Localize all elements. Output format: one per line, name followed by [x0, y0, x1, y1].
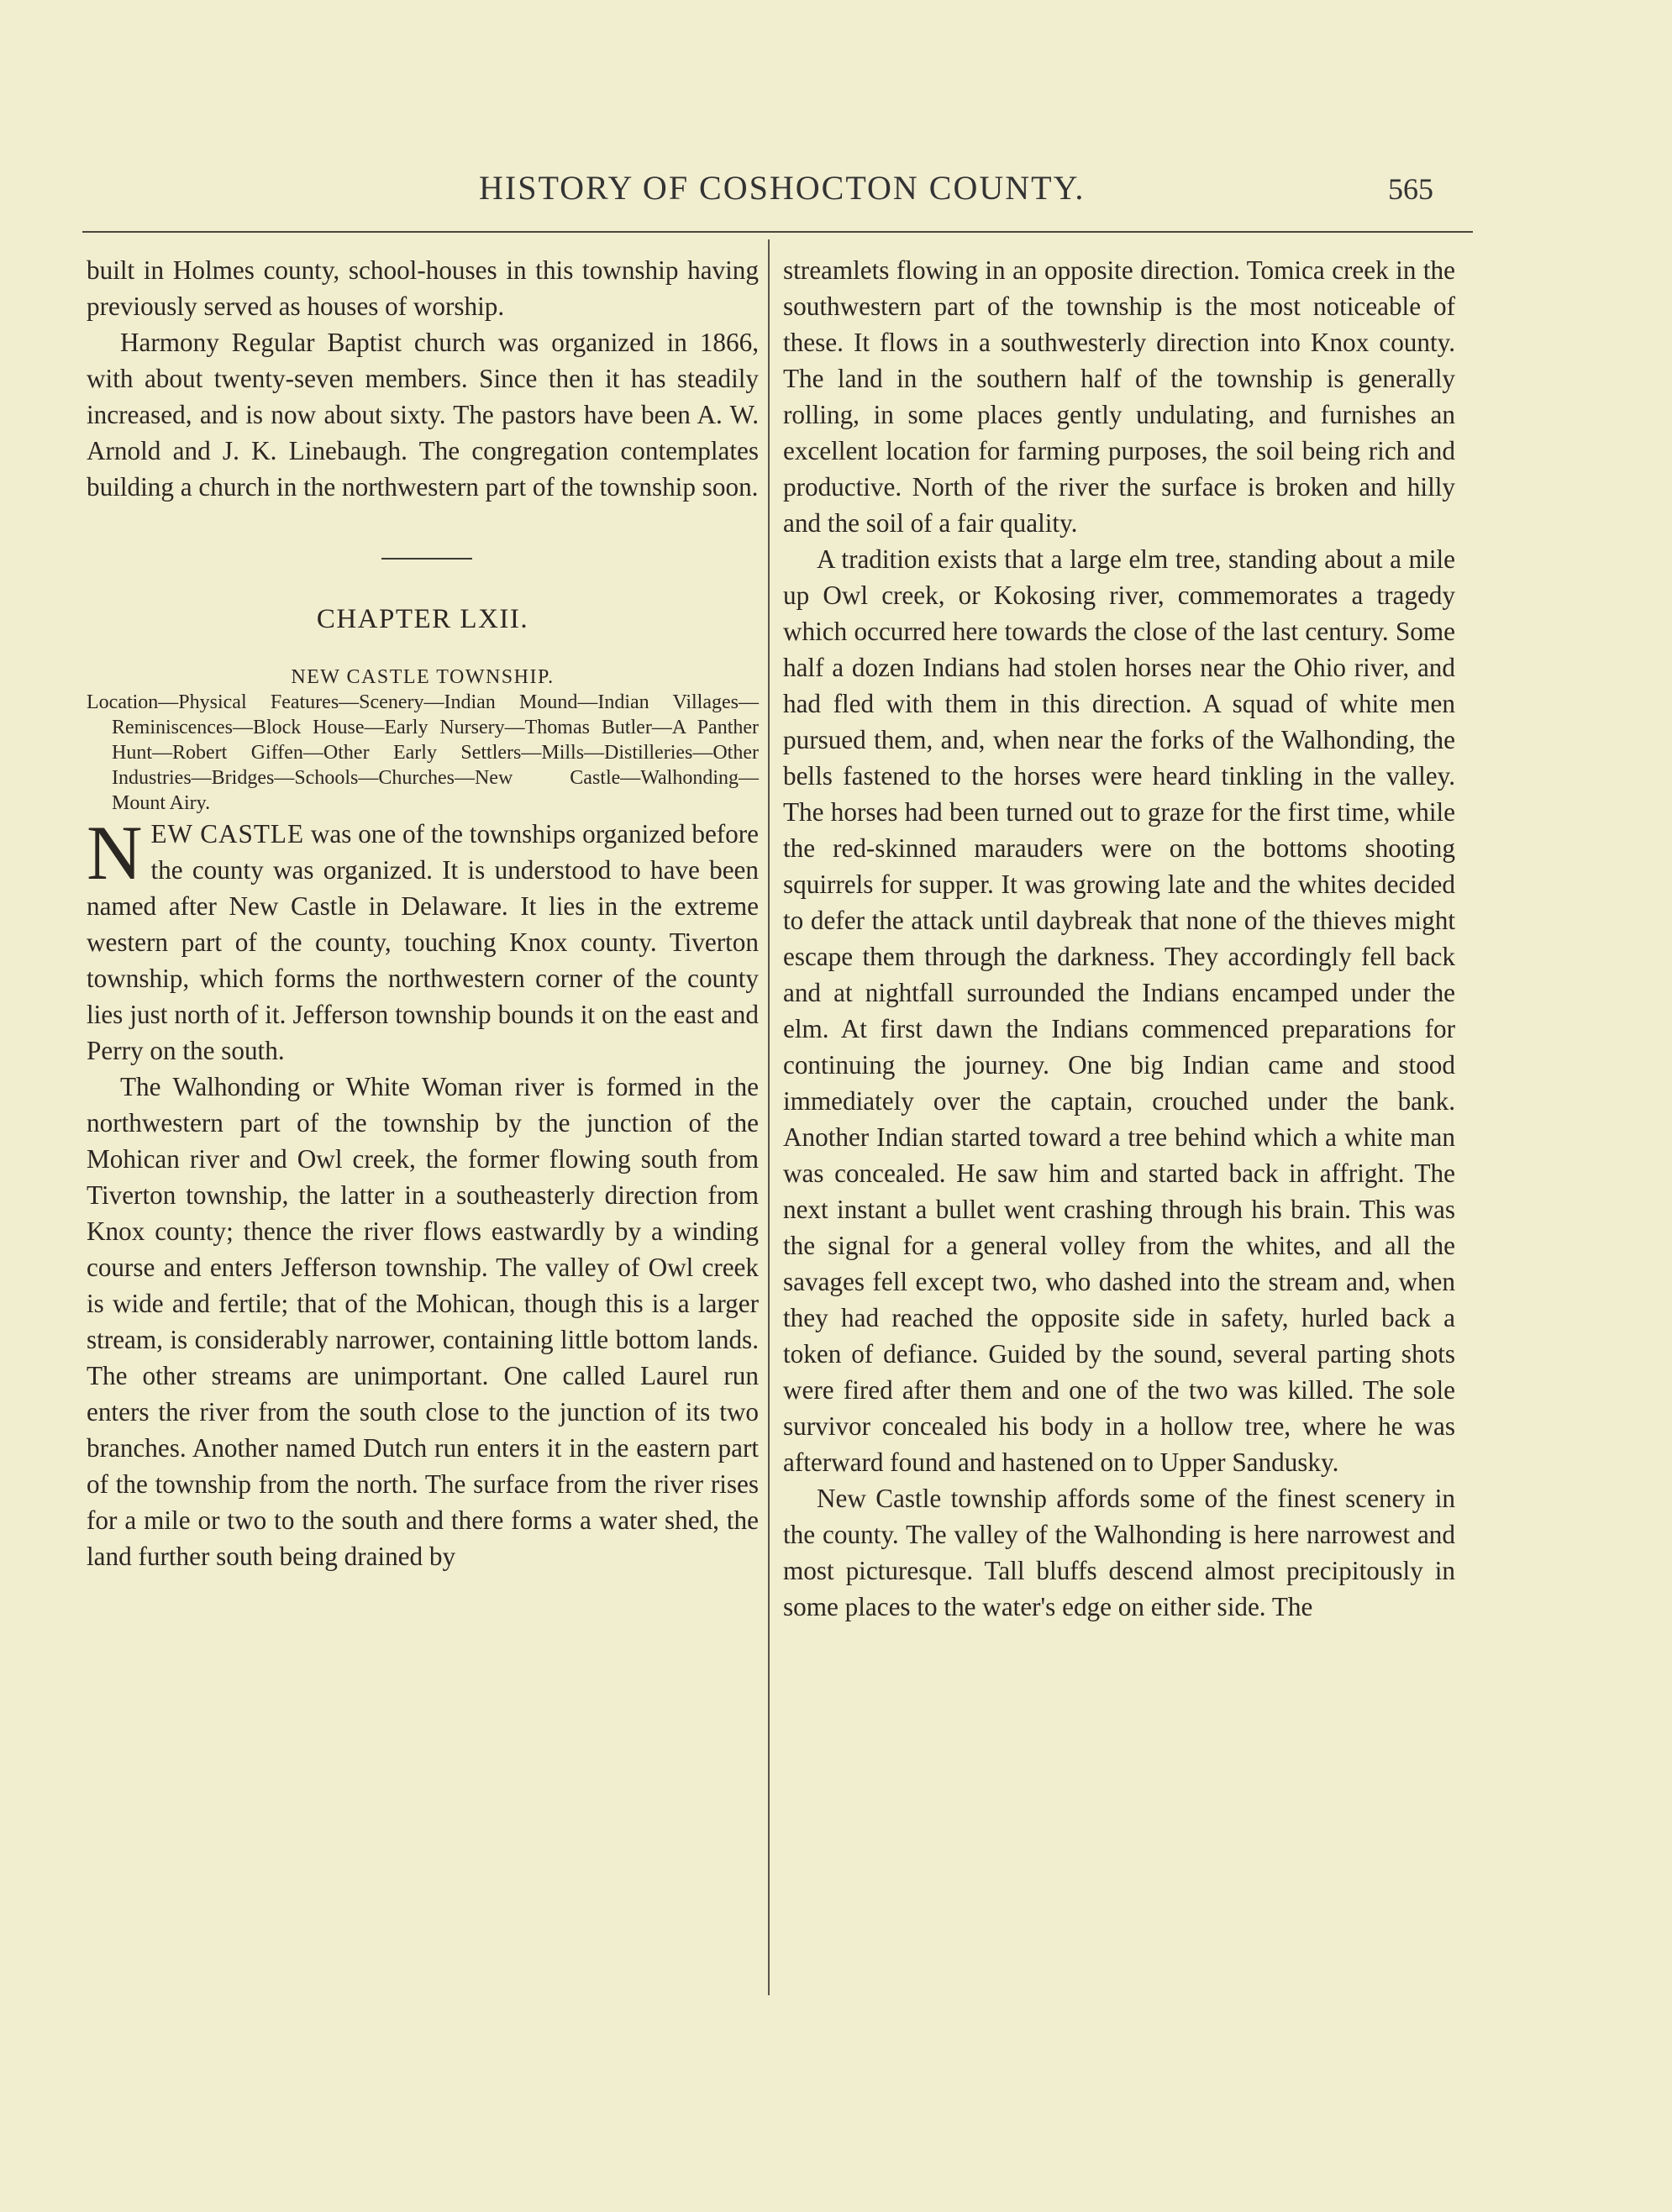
paragraph: streamlets flowing in an opposite direction. Tomica creek in the southwestern part of the township is the most noticeable of these. It flows in a southwesterly direction into Knox county. The land in the southern half of the township is generally rolling, in some places gently undulating, and furnishes an excellent location for farming purposes, the soil being rich and productive. North of the river the surface is broken and hilly and the soil of a fair quality. — [783, 255, 1455, 538]
paragraph: built in Holmes county, school-houses in this township having previously served as houses of worship. — [87, 255, 759, 321]
opening-paragraph — [87, 810, 759, 1069]
page-number: 565 — [1388, 172, 1433, 206]
paragraph: A tradition exists that a large elm tree, standing about a mile up Owl creek, or Kokosing river, commemorates a tragedy which occurred here towards the close of the last century. Some half a dozen Indians had stolen horses near the Ohio river, and had fled with them in this direction. A squad of white men pursued them, and, when near the forks of the Walhonding, the bells fastened to the horses were heard tinkling in the valley. The horses had been turned out to graze for the first time, while the red-skinned marauders were on the bottoms shooting squirrels for supper. It was growing late and the whites decided to defer the attack until daybreak that none of the thieves might escape them through the darkness. They accordingly fell back and at nightfall surrounded the Indians encamped under the elm. At first dawn the Indians commenced preparations for continuing the journey. One big Indian came and stood immediately over the captain, crouched under the bank. Another Indian started toward a tree behind which a white man was concealed. He saw him and started back in affright. The next instant a bullet went crashing through his brain. This was the signal for a general volley from the whites, and all the savages fell except two, who dashed into the stream and, when they had reached the opposite side in safety, hurled back a token of defiance. Guided by the sound, several parting shots were fired after them and one of the two was killed. The sole survivor concealed his body in a hollow tree, where he was afterward found and hastened on to Upper Sandusky. — [783, 544, 1455, 1477]
column-divider — [768, 239, 770, 1995]
running-title: HISTORY OF COSHOCTON COUNTY. — [479, 169, 1086, 207]
left-column — [87, 252, 759, 1574]
section-separator — [381, 558, 472, 560]
section-title: NEW CASTLE TOWNSHIP. — [291, 666, 555, 688]
running-head — [0, 168, 1672, 218]
right-column — [783, 252, 1455, 1625]
opening-text: was one of the townships organized before the county was organized. It is understood to have been named after New Castle in Delaware. It lies in the extreme western part of the county, touching Knox county. Tiverton township, which forms the northwestern corner of the county lies just north of it. Jefferson township bounds it on the east and Perry on the south. — [87, 819, 759, 1065]
chapter-synopsis: Location—Physical Features—Scenery—Indian Mound—Indian Villages—Reminiscences—Block House—Early Nursery—Thomas Butler—A Panther Hunt—Robert Giffen—Other Early Settlers—Mills—Distilleries—Other Industries—Bridges—Schools—Churches—New Castle—Walhonding—Mount Airy. — [87, 691, 759, 814]
paragraph: New Castle township affords some of the finest scenery in the county. The valley of the Walhonding is here narrowest and most picturesque. Tall bluffs descend almost precipitously in some places to the water's edge on either side. The — [783, 1484, 1455, 1621]
paragraph: Harmony Regular Baptist church was organized in 1866, with about twenty-seven members. Since then it has steadily increased, and is now about sixty. The pastors have been A. W. Arnold and J. K. Linebaugh. The congregation contemplates building a church in the northwestern part of the township soon. — [87, 328, 759, 502]
opening-caps: EW CASTLE — [150, 819, 305, 849]
paragraph: The Walhonding or White Woman river is formed in the northwestern part of the township by the junction of the Mohican river and Owl creek, the former flowing south from Tiverton township, the latter in a southeasterly direction from Knox county; thence the river flows eastwardly by a winding course and enters Jefferson township. The valley of Owl creek is wide and fertile; that of the Mohican, though this is a larger stream, is considerably narrower, containing little bottom lands. The other streams are unimportant. One called Laurel run enters the river from the south close to the junction of its two branches. Another named Dutch run enters it in the eastern part of the township from the north. The surface from the river rises for a mile or two to the south and there forms a water shed, the land further south being drained by — [87, 1072, 759, 1571]
drop-cap: N — [87, 810, 143, 896]
chapter-title: CHAPTER LXII. — [316, 604, 529, 634]
header-rule — [82, 231, 1473, 233]
